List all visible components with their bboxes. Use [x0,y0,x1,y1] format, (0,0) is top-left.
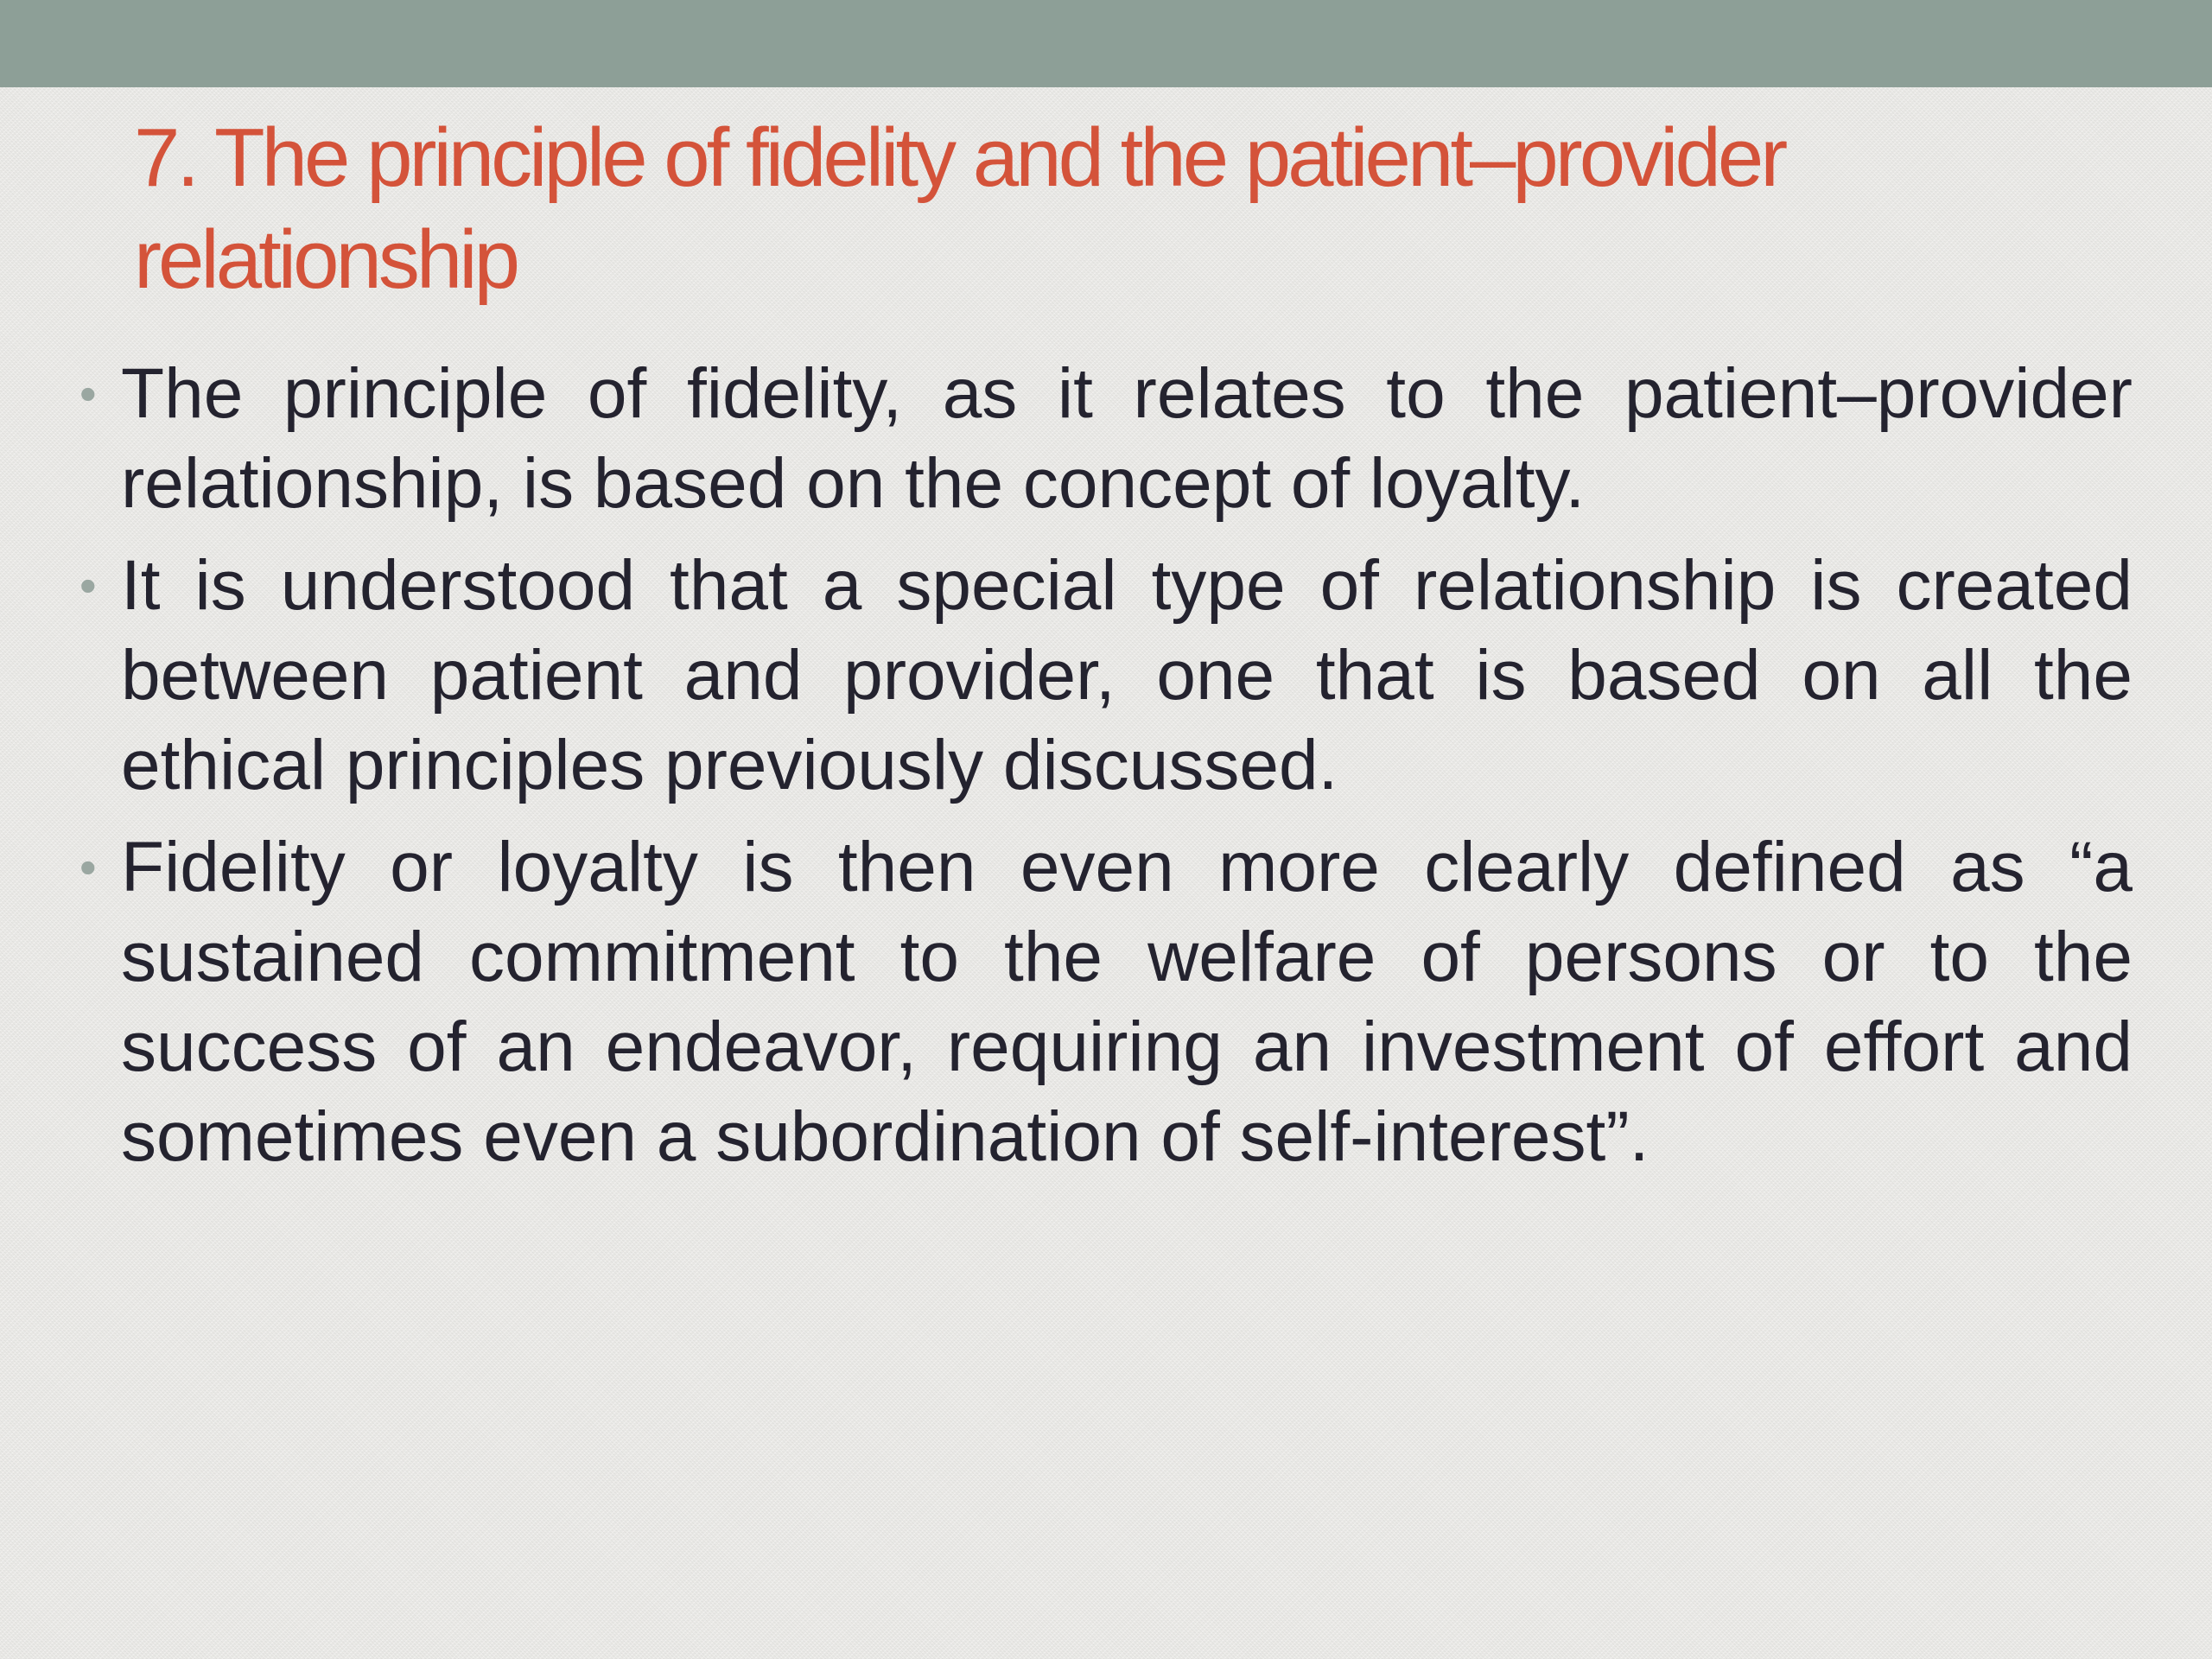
bullet-list [79,349,2133,1194]
bullet-item [79,823,2133,1182]
slide-title: 7. The principle of fidelity and the patient–provider relationship [134,111,1785,306]
header-bar [0,0,2212,87]
bullet-text: The principle of fidelity, as it relates to the patient–provider relationship, is based on the concept of loyalty. [121,354,2133,523]
bullet-item [79,541,2133,810]
bullet-icon: • [79,366,97,421]
bullet-icon: • [79,558,97,613]
bullet-text: It is understood that a special type of relationship is created between patient and provider, one that is based on all the ethical principles previously discussed. [121,546,2133,804]
bullet-item [79,349,2133,529]
bullet-text: Fidelity or loyalty is then even more clearly defined as “a sustained commitment to the welfare of persons or to the success of an endeavor, requiring an investment of effort and sometimes even a subordination of self-interest”. [121,828,2133,1176]
bullet-icon: • [79,840,97,894]
